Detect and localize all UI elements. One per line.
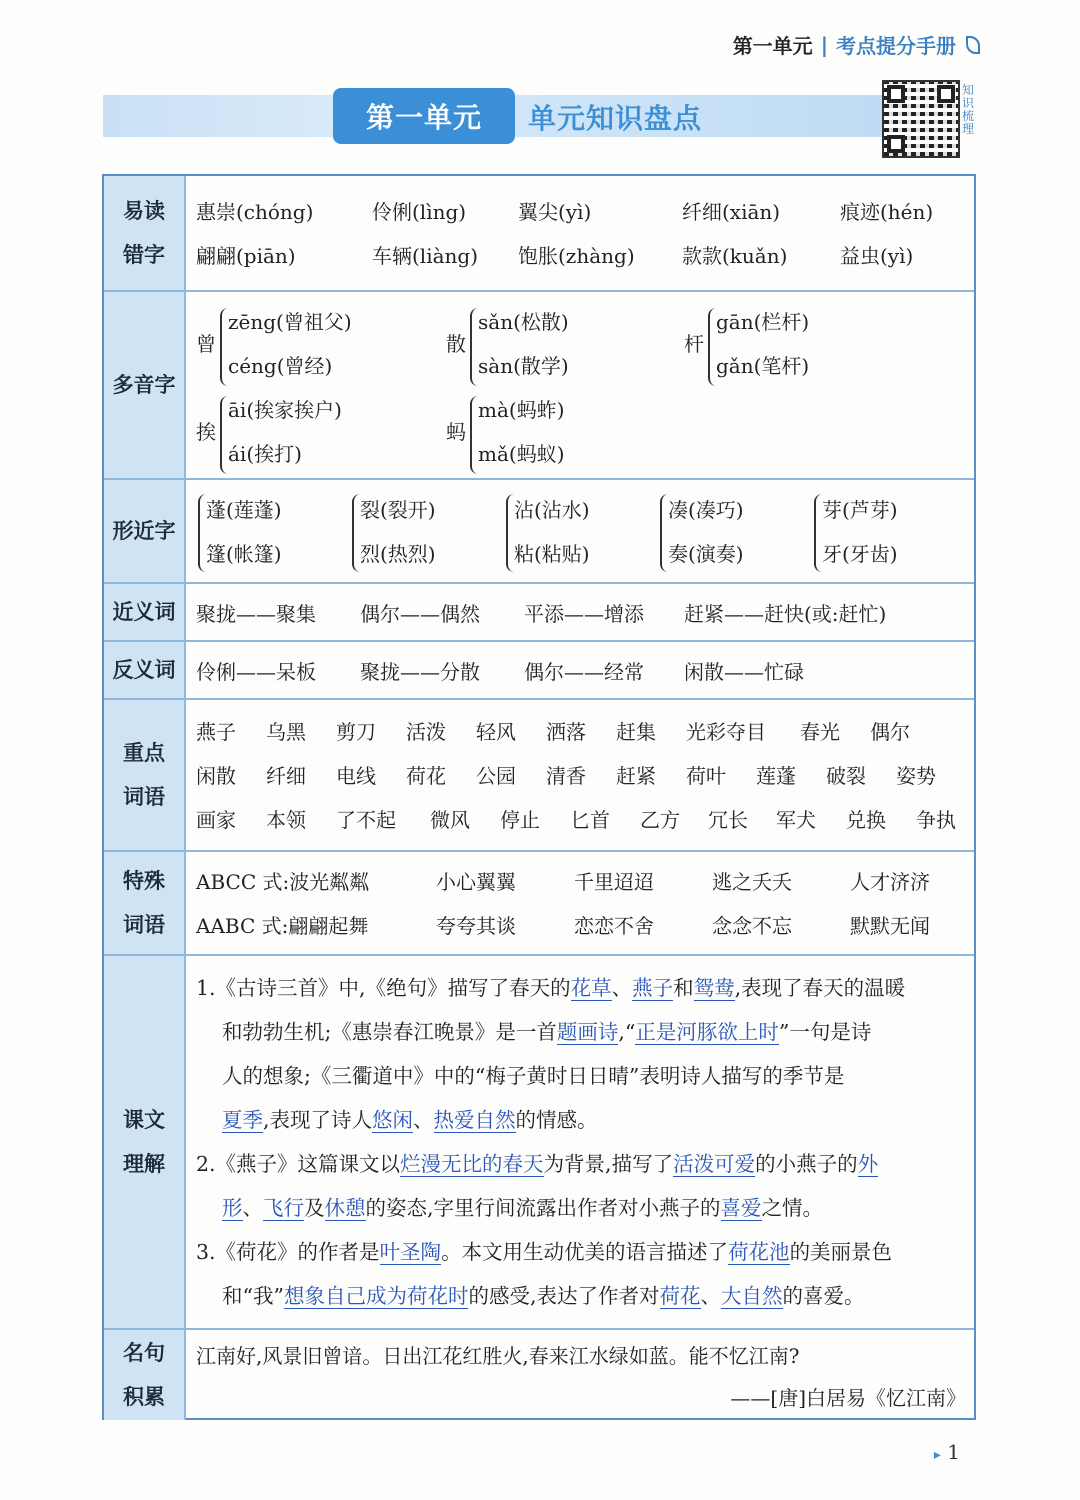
label-line-2: 词语 [123,785,165,809]
key-word: 乌黑 [266,720,306,744]
qr-caption: 知识梳理 [962,83,975,136]
highlight: 外 [857,1152,879,1176]
key-word: 春光 [800,720,840,744]
quote-text: 江南好,风景旧曾谙。日出江花红胜火,春来江水绿如蓝。能不忆江南? [196,1344,800,1368]
key-word: 轻风 [476,720,516,744]
highlight: 题画诗 [556,1020,619,1044]
brace-icon [506,494,514,572]
highlight: 休憩 [324,1196,366,1220]
label-line-1: 名句 [123,1341,165,1365]
row-label [104,1330,186,1420]
pinyin-item: mà(蚂蚱) [478,398,565,422]
brace-icon [198,494,206,572]
row-antonyms [104,642,974,700]
brace-icon [220,308,228,386]
text: 、 [413,1108,434,1132]
text: 的喜爱。 [782,1284,865,1308]
text: 的感受,表达了作者对 [468,1284,660,1308]
word-item: 益虫(yì) [840,244,914,268]
highlight: 热爱自然 [433,1108,516,1132]
word-item: 翼尖(yì) [518,200,592,224]
similar-char-item: 蓬(莲蓬) [206,498,282,522]
key-word: 光彩夺目 [686,720,766,744]
word-item: 惠崇(chóng) [196,200,314,224]
knowledge-table [102,174,976,1420]
brace-icon [708,308,716,386]
key-word: 画家 [196,808,236,832]
label-line-1: 易读 [123,199,165,223]
synonym-item: 平添——增添 [524,602,644,626]
synonym-item: 聚拢——聚集 [196,602,316,626]
highlight: 形 [222,1196,243,1220]
synonym-item: 赶紧——赶快(或:赶忙) [684,602,887,626]
label-line-2: 错字 [123,243,165,267]
key-word: 清香 [546,764,586,788]
row-polyphonic [104,292,974,480]
header-unit: 第一单元 [732,34,813,58]
text: 。本文用生动优美的语言描述了 [441,1240,729,1264]
pinyin-item: sàn(散学) [478,354,569,378]
similar-char-item: 裂(裂开) [360,498,436,522]
row-label [104,292,186,478]
text: 1.《古诗三首》中,《绝句》描写了春天的 [196,976,571,1000]
text: 及 [304,1196,325,1220]
header-book-title: 考点提分手册 [836,34,956,58]
pinyin-item: sǎn(松散) [478,310,569,334]
word-item: 车辆(liàng) [372,244,479,268]
similar-char-item: 烈(热烈) [360,542,436,566]
special-word: 夸夸其谈 [436,914,516,938]
text: ,表现了诗人 [263,1108,373,1132]
key-word: 荷花 [406,764,446,788]
highlight: 活泼可爱 [673,1152,756,1176]
row-key-words [104,700,974,852]
key-word: 洒落 [546,720,586,744]
key-word: 纤细 [266,764,306,788]
key-word: 闲散 [196,764,236,788]
paragraph-3 [196,1230,966,1318]
row-label [104,176,186,290]
text: 3.《荷花》的作者是 [196,1240,380,1264]
text: 、 [700,1284,721,1308]
polyphonic-char: 散 [446,332,466,356]
qr-code-icon[interactable] [882,80,960,158]
similar-char-item: 粘(粘贴) [514,542,590,566]
antonym-item: 伶俐——呆板 [196,660,316,684]
row-label [104,956,186,1328]
key-word: 偶尔 [870,720,910,744]
label-line-2: 词语 [123,913,165,937]
label-line-1: 重点 [123,741,165,765]
highlight: 燕子 [632,976,674,1000]
text: 、 [611,976,633,1000]
text: 的姿态,字里行间流露出作者对小燕子的 [365,1196,721,1220]
similar-char-item: 奏(演奏) [668,542,744,566]
pinyin-item: zēng(曾祖父) [228,310,352,334]
key-word: 电线 [336,764,376,788]
antonym-item: 闲散——忙碌 [684,660,804,684]
special-word: AABC 式:翩翩起舞 [196,914,369,938]
paragraph-1 [196,966,966,1142]
key-word: 军犬 [776,808,816,832]
text: ”一句是诗 [778,1020,872,1044]
synonym-item: 偶尔——偶然 [360,602,480,626]
highlight: 大自然 [721,1284,783,1308]
key-word: 本领 [266,808,306,832]
special-word: 小心翼翼 [436,870,516,894]
highlight: 叶圣陶 [379,1240,442,1264]
word-item: 痕迹(hén) [840,200,934,224]
special-word: 逃之夭夭 [712,870,792,894]
label-line-1: 反义词 [112,658,176,682]
similar-char-item: 凑(凑巧) [668,498,744,522]
text: ,表现了春天的温暖 [734,976,906,1000]
key-word: 剪刀 [336,720,376,744]
page-number-text: 1 [947,1440,960,1464]
antonym-item: 偶尔——经常 [524,660,644,684]
quote-source: ——[唐]白居易《忆江南》 [730,1386,966,1410]
highlight: 想象自己成为荷花时 [283,1284,469,1308]
text: 之情。 [761,1196,824,1220]
pinyin-item: mǎ(蚂蚁) [478,442,565,466]
pinyin-item: céng(曾经) [228,354,333,378]
key-word: 公园 [476,764,516,788]
highlight: 荷花池 [728,1240,790,1264]
label-line-2: 理解 [123,1152,165,1176]
key-word: 乙方 [640,808,680,832]
row-synonyms [104,584,974,642]
key-word: 微风 [430,808,470,832]
highlight: 荷花 [659,1284,701,1308]
pinyin-item: ái(挨打) [228,442,302,466]
special-word: 恋恋不舍 [574,914,654,938]
highlight: 悠闲 [372,1108,414,1132]
label-line-1: 特殊 [123,869,165,893]
highlight: 正是河豚欲上时 [635,1020,779,1044]
pinyin-item: āi(挨家挨户) [228,398,342,422]
highlight: 鸳鸯 [693,976,735,1000]
leaf-icon [966,36,980,54]
pinyin-item: gǎn(笔杆) [716,354,810,378]
row-label [104,700,186,850]
key-word: 燕子 [196,720,236,744]
text: 的小燕子的 [755,1152,858,1176]
label-line-1: 近义词 [112,600,176,624]
row-similar-chars [104,480,974,584]
brace-icon [220,396,228,474]
key-word: 停止 [500,808,540,832]
text: 和“我” [222,1284,284,1308]
special-word: 默默无闻 [850,914,930,938]
key-word: 了不起 [336,808,396,832]
row-label [104,480,186,582]
key-word: 兑换 [846,808,886,832]
brace-icon [470,396,478,474]
triangle-icon: ▸ [933,1447,941,1463]
label-line-1: 形近字 [112,519,176,543]
pinyin-item: gān(栏杆) [716,310,810,334]
text: 为背景,描写了 [543,1152,674,1176]
key-word: 莲蓬 [756,764,796,788]
polyphonic-char: 蚂 [446,420,466,444]
similar-char-item: 篷(帐篷) [206,542,282,566]
header-separator: | [820,32,828,57]
similar-char-item: 沾(沾水) [514,498,590,522]
word-item: 款款(kuǎn) [682,244,788,268]
row-label [104,852,186,954]
text: 的美丽景色 [789,1240,893,1264]
highlight: 喜爱 [720,1196,762,1220]
word-item: 纤细(xiān) [682,200,781,224]
brace-icon [660,494,668,572]
highlight: 花草 [570,976,612,1000]
key-word: 荷叶 [686,764,726,788]
similar-char-item: 芽(芦芽) [822,498,898,522]
text: 、 [242,1196,263,1220]
brace-icon [352,494,360,572]
key-word: 匕首 [570,808,610,832]
row-label [104,584,186,640]
polyphonic-char: 曾 [196,332,216,356]
key-word: 破裂 [826,764,866,788]
word-item: 伶俐(lìng) [372,200,467,224]
text: 人的想象;《三衢道中》中的“梅子黄时日日晴”表明诗人描写的季节是 [222,1064,845,1088]
special-word: 念念不忘 [712,914,792,938]
page-number [934,1440,960,1464]
banner-unit-tab: 第一单元 [333,88,515,144]
page-header [733,30,980,59]
row-text-understanding [104,956,974,1330]
text: ,“ [618,1020,636,1044]
word-item: 翩翩(piān) [196,244,296,268]
text: 和 [673,976,694,1000]
label-line-1: 多音字 [112,373,176,397]
highlight: 夏季 [222,1108,263,1132]
key-word: 赶集 [616,720,656,744]
special-word: ABCC 式:波光粼粼 [196,870,370,894]
label-line-2: 积累 [123,1385,165,1409]
polyphonic-char: 杆 [684,332,704,356]
brace-icon [470,308,478,386]
polyphonic-char: 挨 [196,420,216,444]
similar-char-item: 牙(牙齿) [822,542,898,566]
label-line-1: 课文 [123,1108,165,1132]
row-label [104,642,186,698]
brace-icon [814,494,822,572]
key-word: 争执 [916,808,956,832]
special-word: 千里迢迢 [574,870,654,894]
key-word: 赶紧 [616,764,656,788]
row-special-words [104,852,974,956]
highlight: 烂漫无比的春天 [400,1152,544,1176]
special-word: 人才济济 [850,870,930,894]
text: 的情感。 [515,1108,598,1132]
word-item: 饱胀(zhàng) [518,244,635,268]
key-word: 活泼 [406,720,446,744]
highlight: 飞行 [263,1196,304,1220]
text: 2.《燕子》这篇课文以 [196,1152,401,1176]
banner-title: 单元知识盘点 [528,102,703,135]
key-word: 冗长 [708,808,748,832]
antonym-item: 聚拢——分散 [360,660,480,684]
row-famous-quotes [104,1330,974,1420]
text: 和勃勃生机;《惠崇春江晚景》是一首 [222,1020,557,1044]
paragraph-2 [196,1142,966,1230]
key-word: 姿势 [896,764,936,788]
row-easy-misread [104,176,974,292]
